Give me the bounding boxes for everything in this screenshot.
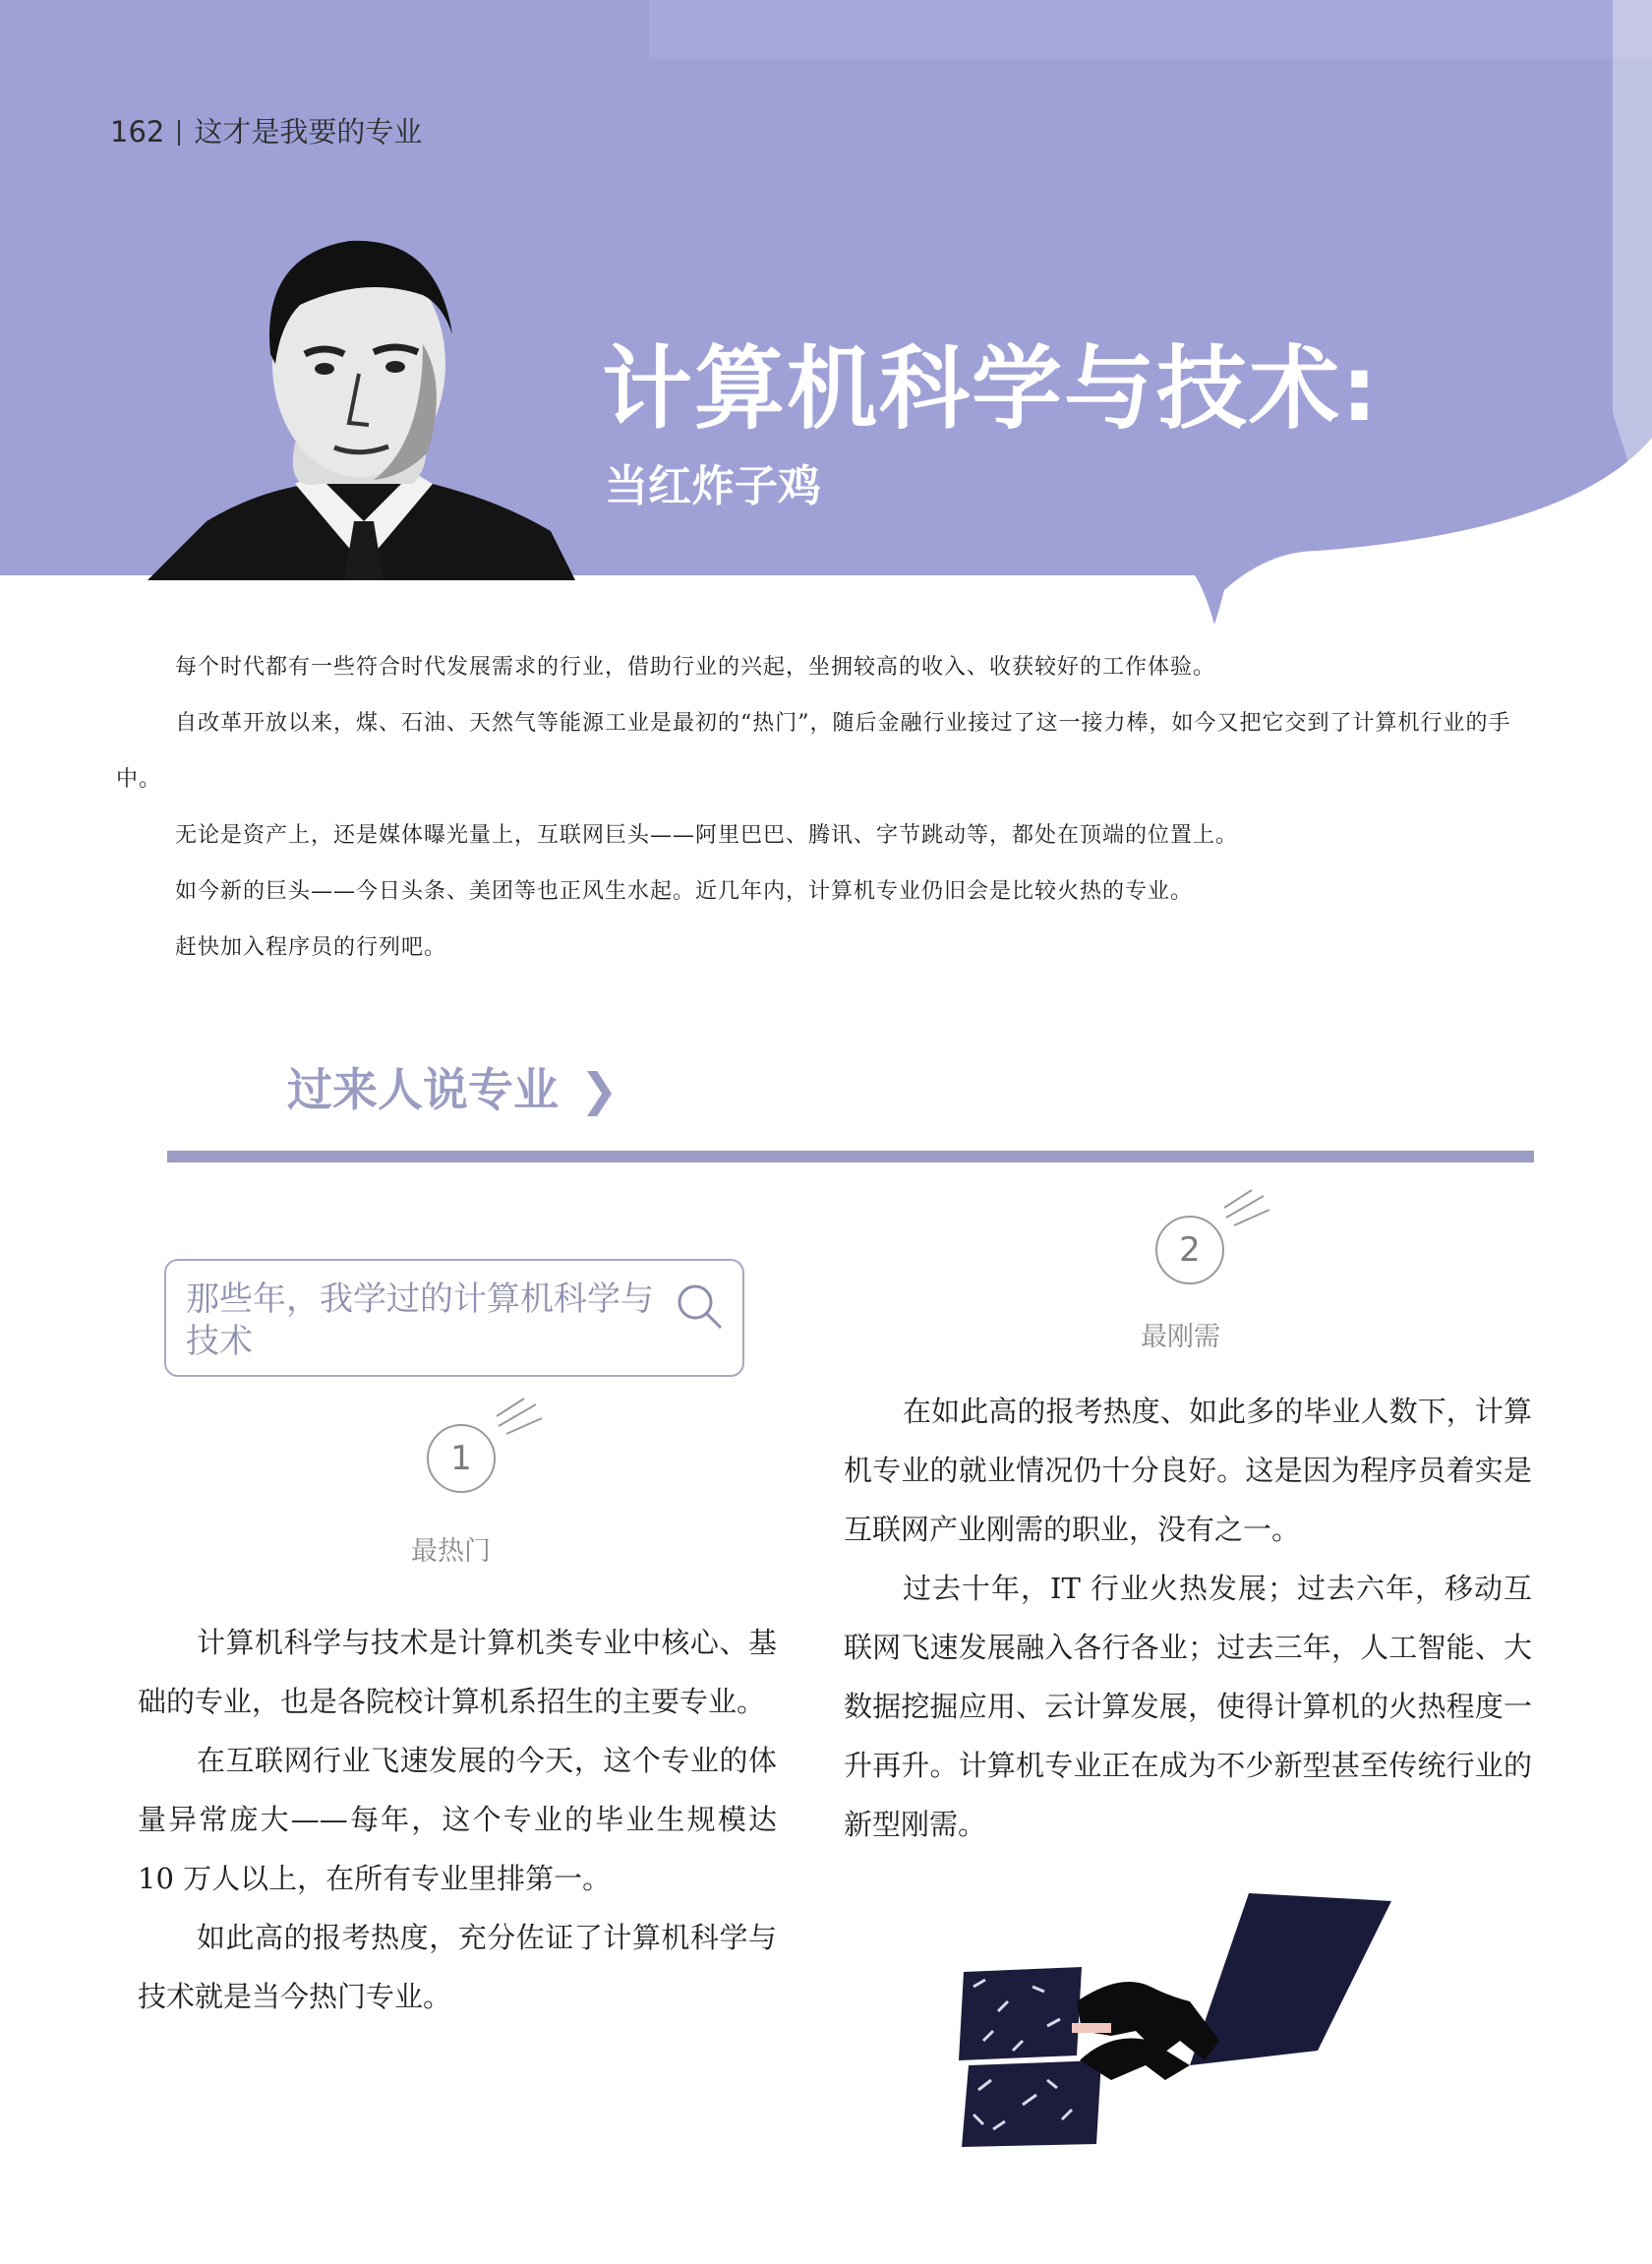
page-number: 162 [110,115,165,149]
typing-hands-illustration [954,1893,1396,2149]
intro-paragraph: 自改革开放以来，煤、石油、天然气等能源工业是最初的“热门”，随后金融行业接过了这一接力棒，如今又把它交到了计算机行业的手中。 [116,711,1511,792]
sparkle-lines-icon [497,1397,546,1436]
page-header [110,110,422,150]
intro-paragraph: 赶快加入程序员的行列吧。 [175,935,447,960]
point-number-badge: 2 [1155,1216,1224,1284]
body-paragraph: 计算机科学与技术是计算机类专业中核心、基础的专业，也是各院校计算机系招生的主要专业。 [138,1626,777,1718]
body-paragraph: 过去十年，IT 行业火热发展；过去六年，移动互联网飞速发展融入各行各业；过去三年，人工智能、大数据挖掘应用、云计算发展，使得计算机的火热程度一升再升。计算机专业正在成为不少新型甚至传统行业的新型刚需。 [844,1572,1532,1841]
section-heading [287,1054,619,1119]
header-separator [178,120,180,146]
chevron-right-icon: ❯ [580,1063,619,1116]
body-paragraph: 在如此高的报考热度、如此多的毕业人数下，计算机专业的就业情况仍十分良好。这是因为程序员着实是互联网产业刚需的职业，没有之一。 [844,1395,1532,1546]
page-title: 计算机科学与技术: [602,336,1380,442]
body-paragraph: 在互联网行业飞速发展的今天，这个专业的体量异常庞大——每年，这个专业的毕业生规模达 10 万人以上，在所有专业里排第一。 [138,1744,777,1895]
body-paragraph: 如此高的报考热度，充分佐证了计算机科学与技术就是当今热门专业。 [138,1921,777,2013]
intro-paragraph: 每个时代都有一些符合时代发展需求的行业，借助行业的兴起，坐拥较高的收入、收获较好的工作体验。 [175,655,1216,680]
intro-paragraph: 无论是资产上，还是媒体曝光量上，互联网巨头——阿里巴巴、腾讯、字节跳动等，都处在顶端的位置上。 [175,823,1239,848]
section-heading-text: 过来人说专业 [287,1063,559,1116]
search-query: 那些年，我学过的计算机科学与技术 [186,1280,654,1361]
portrait-illustration [138,226,590,580]
point-2-body [844,1382,1532,1854]
intro-text [116,639,1532,976]
search-box[interactable] [164,1259,744,1377]
point-caption: 最刚需 [1141,1322,1220,1352]
point-1-body [138,1613,777,2026]
intro-paragraph: 如今新的巨头——今日头条、美团等也正风生水起。近几年内，计算机专业仍旧会是比较火热的专业。 [175,879,1194,904]
sparkle-lines-icon [1224,1188,1273,1227]
point-caption: 最热门 [411,1536,491,1567]
point-number-badge: 1 [427,1424,496,1493]
search-icon [674,1281,725,1332]
section-divider [167,1151,1534,1162]
page-subtitle: 当红炸子鸡 [605,461,821,511]
book-title: 这才是我要的专业 [194,115,423,149]
